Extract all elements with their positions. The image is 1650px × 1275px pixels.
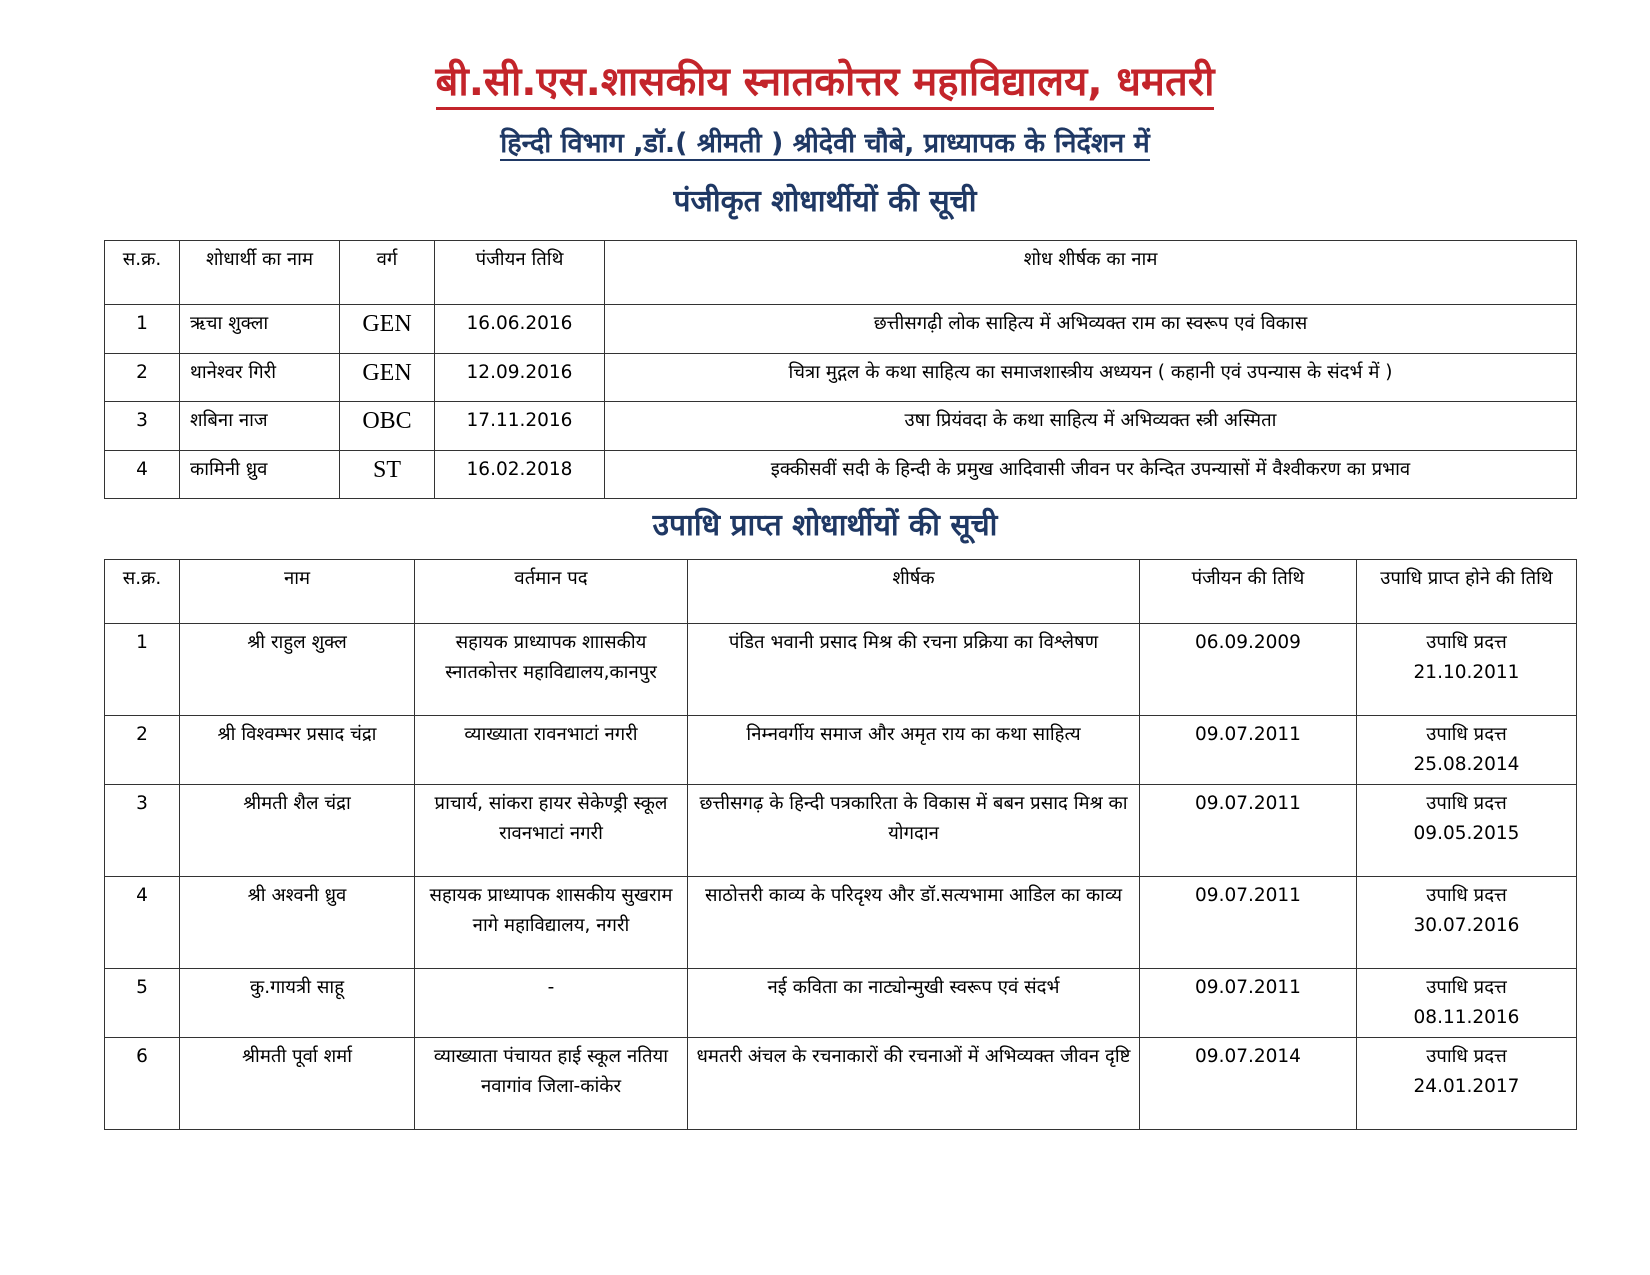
- thesis-title: निम्नवर्गीय समाज और अमृत राय का कथा साहित्य: [688, 716, 1140, 785]
- degree-label: उपाधि प्रदत्त: [1426, 1046, 1507, 1067]
- scholar-name: कामिनी ध्रुव: [180, 450, 340, 499]
- column-header: शोध शीर्षक का नाम: [605, 241, 1577, 305]
- category: OBC: [340, 402, 435, 451]
- scholar-name: श्री राहुल शुक्ल: [180, 624, 415, 716]
- column-header: शीर्षक: [688, 560, 1140, 624]
- registration-date: 09.07.2011: [1140, 877, 1357, 969]
- table-row: [105, 877, 1577, 969]
- table-row: [105, 624, 1577, 716]
- table-row: [105, 969, 1577, 1038]
- table-row: [105, 450, 1577, 499]
- current-post: व्याख्याता रावनभाटां नगरी: [415, 716, 688, 785]
- table-row: [105, 353, 1577, 402]
- research-topic: इक्कीसवीं सदी के हिन्दी के प्रमुख आदिवासी जीवन पर केन्दित उपन्यासों में वैश्वीकरण का प्रभाव: [605, 450, 1577, 499]
- scholar-name: श्रीमती शैल चंद्रा: [180, 785, 415, 877]
- scholar-name: कु.गायत्री साहू: [180, 969, 415, 1038]
- registration-date: 09.07.2011: [1140, 716, 1357, 785]
- degree-awarded-cell: [1357, 624, 1577, 716]
- thesis-title: धमतरी अंचल के रचनाकारों की रचनाओं में अभिव्यक्त जीवन दृष्टि: [688, 1038, 1140, 1130]
- registered-section-title: पंजीकृत शोधार्थीयों की सूची: [673, 184, 977, 219]
- column-header: शोधार्थी का नाम: [180, 241, 340, 305]
- degree-date: 09.05.2015: [1413, 823, 1520, 844]
- serial-number: 5: [105, 969, 180, 1038]
- current-post: सहायक प्राध्यापक शासकीय सुखराम नागे महाविद्यालय, नगरी: [415, 877, 688, 969]
- column-header: वर्तमान पद: [415, 560, 688, 624]
- scholar-name: श्री विश्वम्भर प्रसाद चंद्रा: [180, 716, 415, 785]
- category: ST: [340, 450, 435, 499]
- table-row: [105, 716, 1577, 785]
- current-post: व्याख्याता पंचायत हाई स्कूल नतिया नवागांव जिला-कांकेर: [415, 1038, 688, 1130]
- table-row: [105, 1038, 1577, 1130]
- table-header-row: [105, 560, 1577, 624]
- serial-number: 3: [105, 785, 180, 877]
- department-subtitle: हिन्दी विभाग ,डॉ.( श्रीमती ) श्रीदेवी चौबे, प्राध्यापक के निर्देशन में: [500, 128, 1150, 159]
- thesis-title: नई कविता का नाट्योन्मुखी स्वरूप एवं संदर्भ: [688, 969, 1140, 1038]
- serial-number: 2: [105, 716, 180, 785]
- degree-date: 25.08.2014: [1413, 754, 1520, 775]
- college-title: बी.सी.एस.शासकीय स्नातकोत्तर महाविद्यालय, धमतरी: [0, 52, 1650, 112]
- table-header-row: [105, 241, 1577, 305]
- degree-date: 21.10.2011: [1413, 662, 1520, 683]
- registration-date: 09.07.2011: [1140, 785, 1357, 877]
- registration-date: 06.09.2009: [1140, 624, 1357, 716]
- serial-number: 3: [105, 402, 180, 451]
- degree-date: 30.07.2016: [1413, 915, 1520, 936]
- current-post: सहायक प्राध्यापक शाासकीय स्नातकोत्तर महाविद्यालय,कानपुर: [415, 624, 688, 716]
- column-header: पंजीयन तिथि: [435, 241, 605, 305]
- column-header: वर्ग: [340, 241, 435, 305]
- registration-date: 09.07.2014: [1140, 1038, 1357, 1130]
- category: GEN: [340, 305, 435, 354]
- degree-awarded-cell: [1357, 785, 1577, 877]
- degree-awarded-cell: [1357, 716, 1577, 785]
- awarded-section-title: उपाधि प्राप्त शोधार्थीयों की सूची: [652, 508, 998, 543]
- research-topic: उषा प्रियंवदा के कथा साहित्य में अभिव्यक्त स्त्री अस्मिता: [605, 402, 1577, 451]
- current-post: प्राचार्य, सांकरा हायर सेकेण्ड्री स्कूल रावनभाटां नगरी: [415, 785, 688, 877]
- table-row: [105, 785, 1577, 877]
- degree-label: उपाधि प्रदत्त: [1426, 885, 1507, 906]
- serial-number: 4: [105, 877, 180, 969]
- column-header: स.क्र.: [105, 241, 180, 305]
- thesis-title: साठोत्तरी काव्य के परिदृश्य और डॉ.सत्यभामा आडिल का काव्य: [688, 877, 1140, 969]
- registration-date: 16.02.2018: [435, 450, 605, 499]
- degree-date: 24.01.2017: [1413, 1076, 1520, 1097]
- degree-label: उपाधि प्रदत्त: [1426, 724, 1507, 745]
- registration-date: 12.09.2016: [435, 353, 605, 402]
- awarded-scholars-table: [104, 559, 1577, 1130]
- serial-number: 1: [105, 305, 180, 354]
- scholar-name: श्रीमती पूर्वा शर्मा: [180, 1038, 415, 1130]
- thesis-title: छत्तीसगढ़ के हिन्दी पत्रकारिता के विकास में बबन प्रसाद मिश्र का योगदान: [688, 785, 1140, 877]
- scholar-name: थानेश्वर गिरी: [180, 353, 340, 402]
- scholar-name: ऋचा शुक्ला: [180, 305, 340, 354]
- current-post: -: [415, 969, 688, 1038]
- column-header: उपाधि प्राप्त होने की तिथि: [1357, 560, 1577, 624]
- serial-number: 1: [105, 624, 180, 716]
- category: GEN: [340, 353, 435, 402]
- degree-label: उपाधि प्रदत्त: [1426, 793, 1507, 814]
- registration-date: 16.06.2016: [435, 305, 605, 354]
- registration-date: 09.07.2011: [1140, 969, 1357, 1038]
- scholar-name: श्री अश्वनी ध्रुव: [180, 877, 415, 969]
- serial-number: 2: [105, 353, 180, 402]
- column-header: नाम: [180, 560, 415, 624]
- serial-number: 6: [105, 1038, 180, 1130]
- research-topic: चित्रा मुद्गल के कथा साहित्य का समाजशास्त्रीय अध्ययन ( कहानी एवं उपन्यास के संदर्भ में ): [605, 353, 1577, 402]
- registered-scholars-table: [104, 240, 1577, 499]
- degree-awarded-cell: [1357, 969, 1577, 1038]
- column-header: स.क्र.: [105, 560, 180, 624]
- serial-number: 4: [105, 450, 180, 499]
- research-topic: छत्तीसगढ़ी लोक साहित्य में अभिव्यक्त राम का स्वरूप एवं विकास: [605, 305, 1577, 354]
- table-row: [105, 402, 1577, 451]
- degree-awarded-cell: [1357, 1038, 1577, 1130]
- scholar-name: शबिना नाज: [180, 402, 340, 451]
- degree-date: 08.11.2016: [1413, 1007, 1520, 1028]
- degree-awarded-cell: [1357, 877, 1577, 969]
- thesis-title: पंडित भवानी प्रसाद मिश्र की रचना प्रक्रिया का विश्लेषण: [688, 624, 1140, 716]
- table-row: [105, 305, 1577, 354]
- degree-label: उपाधि प्रदत्त: [1426, 632, 1507, 653]
- column-header: पंजीयन की तिथि: [1140, 560, 1357, 624]
- degree-label: उपाधि प्रदत्त: [1426, 977, 1507, 998]
- registration-date: 17.11.2016: [435, 402, 605, 451]
